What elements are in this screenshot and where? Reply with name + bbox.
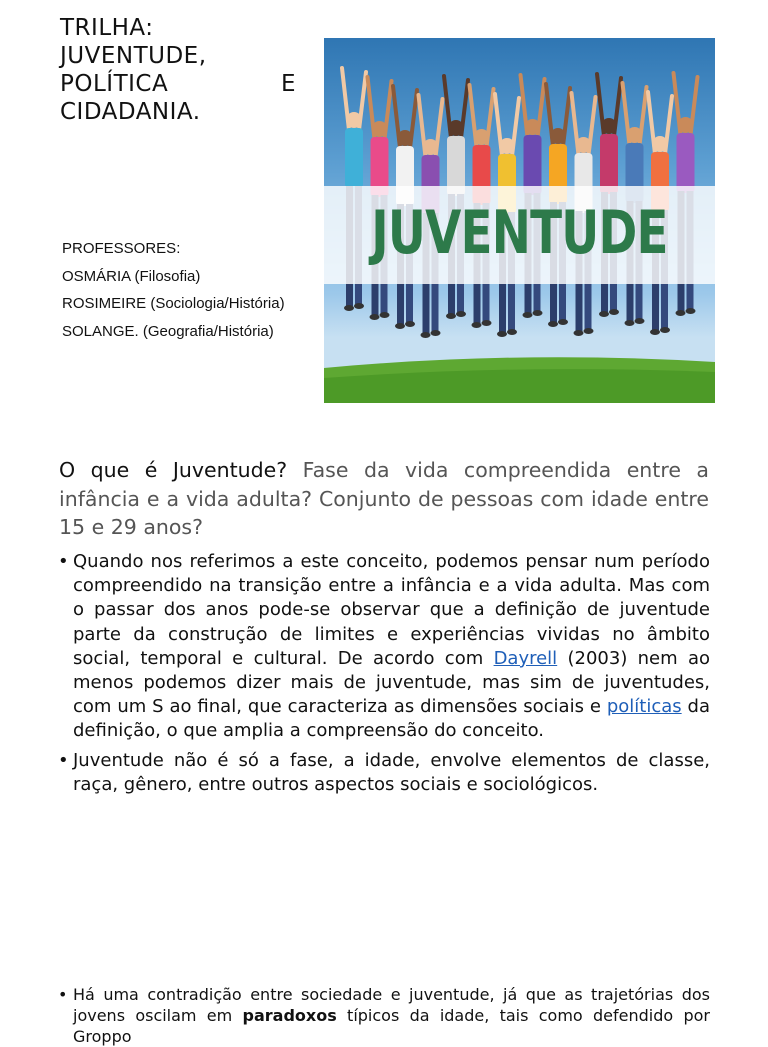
bottom-bullet-list [58,984,710,1047]
bullet-item [58,984,710,1047]
title-line-justified [60,70,296,98]
bullet-text: típicos da idade, tais como defendido por Groppo [73,1006,710,1046]
banner-text: JUVENTUDE [371,198,668,268]
question-rest: Fase da vida compreendida entre a infância e a vida adulta? Conjunto de pessoas com idade entre 15 e 29 anos? [59,458,709,539]
bullet-bold-text: paradoxos [242,1006,337,1025]
professors-heading: PROFESSORES: [62,240,181,257]
professor-item: SOLANGE. (Geografia/História) [62,322,274,340]
bullet-text: Juventude não é só a fase, a idade, envolve elementos de classe, raça, gênero, entre outros aspectos sociais e sociológicos. [73,749,710,795]
dayrell-link[interactable]: Dayrell [493,647,558,669]
title-line: CIDADANIA. [60,99,201,125]
bullet-text: Quando nos referimos a este conceito, podemos pensar num período compreendido na transição entre a infância e a vida adulta. Mas com o passar dos anos pode-se observar que a definição de juventude parte da construção de limites e experiências vividas no âmbito social, temporal e cultural. De acordo com [73,551,710,669]
bullet-item [58,550,710,744]
juventude-hero-image [324,38,715,403]
bullet-text: da definição, o que amplia a compreensão do conceito. [73,696,710,742]
bullet-item [58,749,710,797]
bullet-text: (2003) nem ao menos podemos dizer mais de juventude, mas sim de juventudes, com um S ao final, que caracteriza as dimensões sociais e [73,647,711,718]
professors-list [62,235,285,345]
professor-item: OSMÁRIA (Filosofia) [62,267,201,285]
title-word: E [280,71,296,97]
title-line: TRILHA: [60,15,154,41]
bullet-list [58,550,710,802]
question-heading [59,456,709,542]
bullet-text: Há uma contradição entre sociedade e juventude, já que as trajetórias dos jovens oscilam em [73,985,710,1025]
page-title [60,14,296,126]
politicas-link[interactable]: políticas [606,696,682,718]
title-word: POLÍTICA [60,71,169,97]
question-lead: O que é Juventude? [59,458,288,482]
professor-item: ROSIMEIRE (Sociologia/História) [62,295,285,312]
title-line: JUVENTUDE, [60,43,207,69]
